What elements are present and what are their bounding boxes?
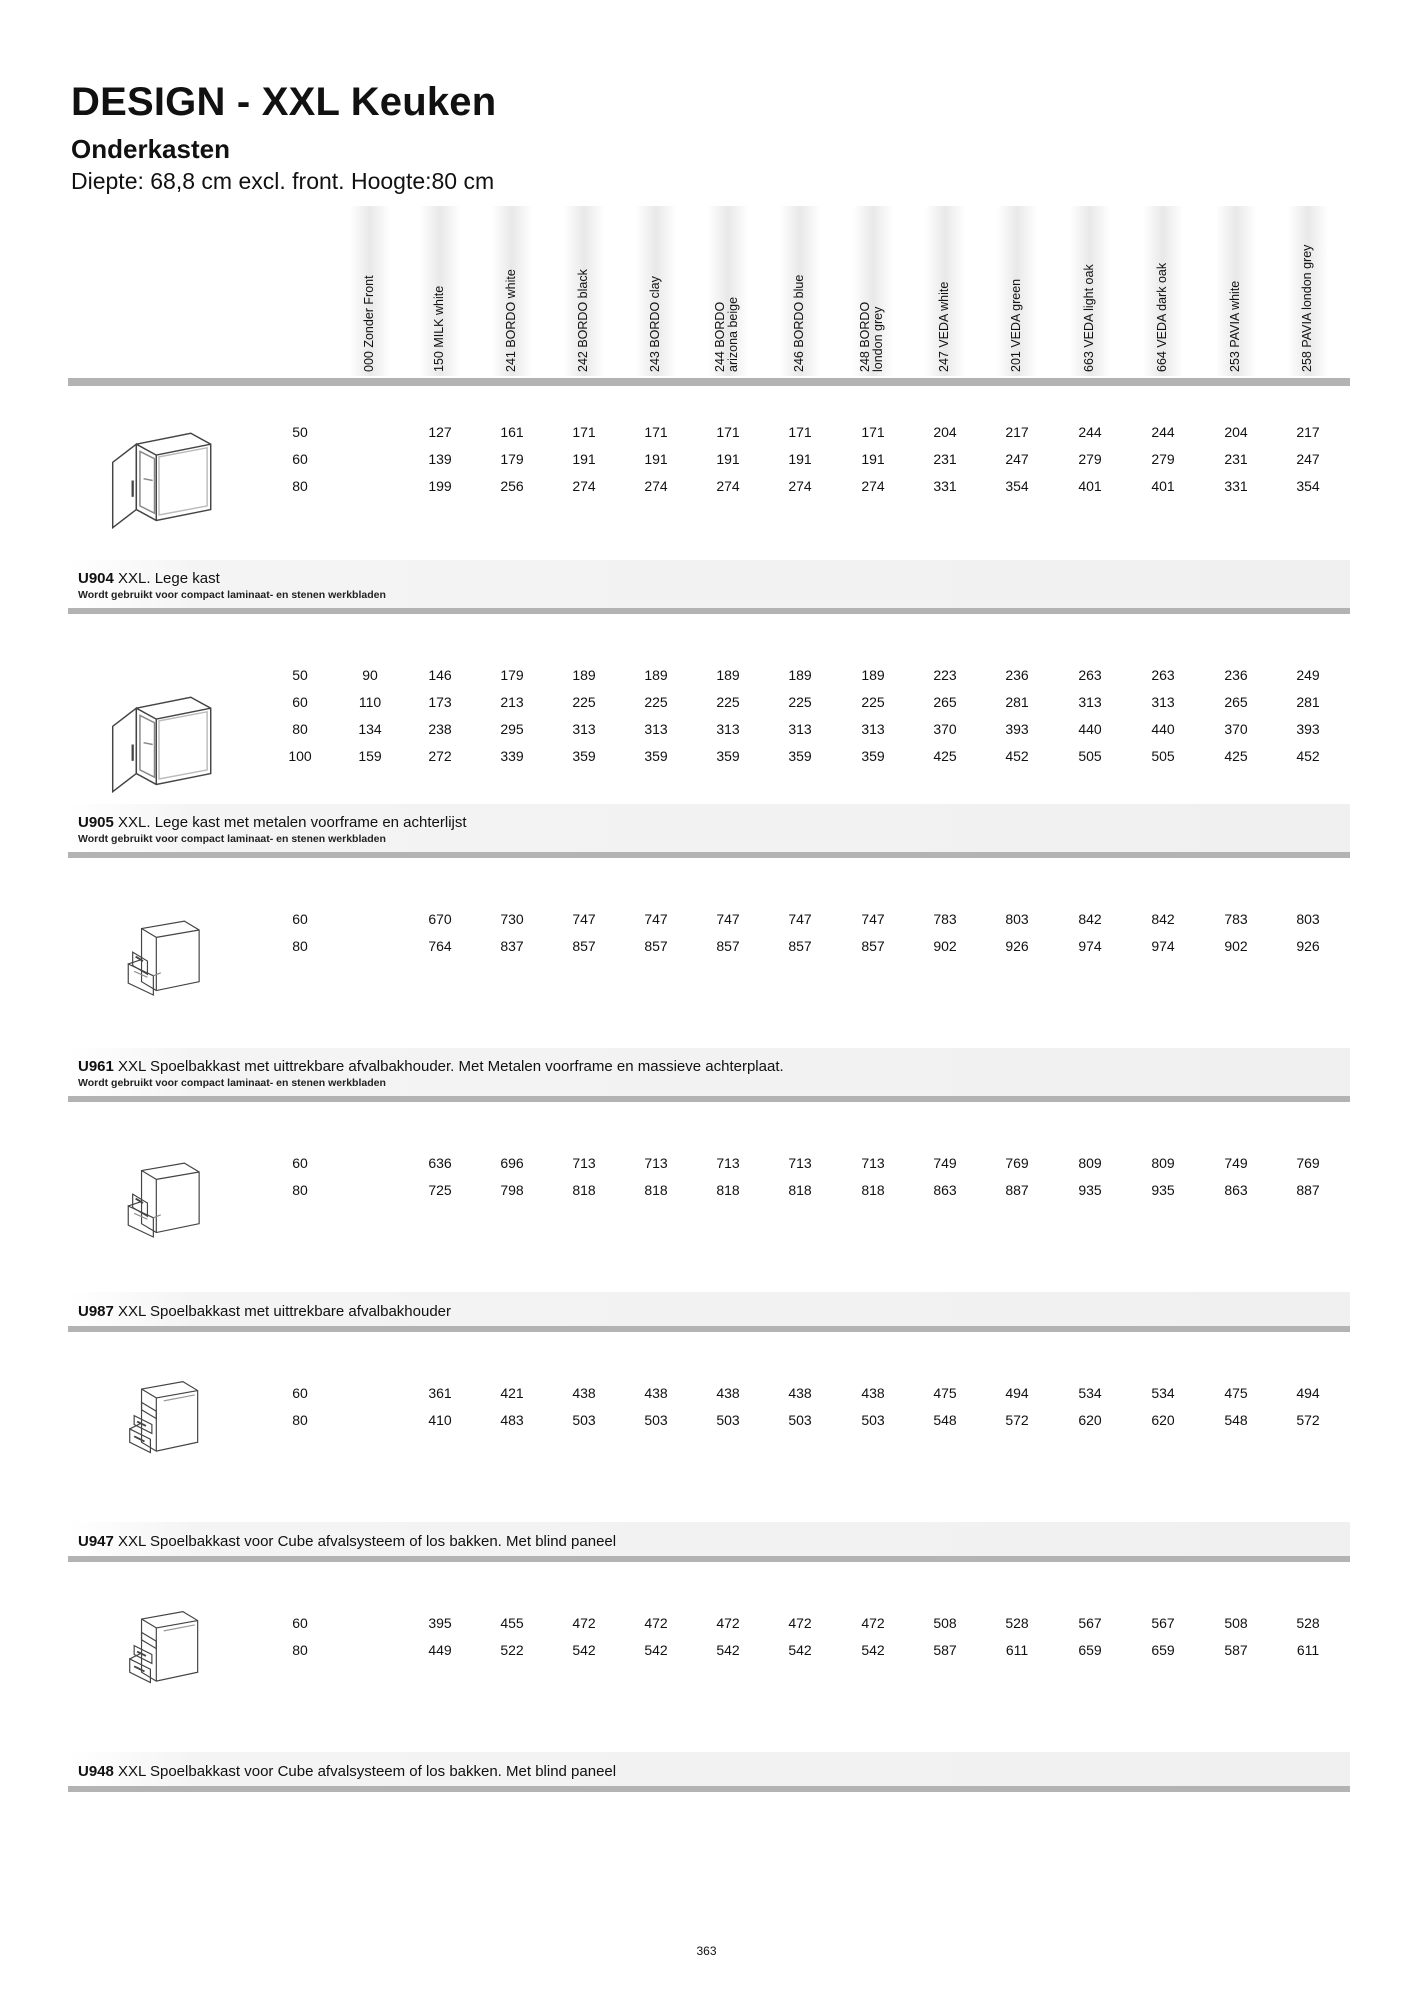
column-header bbox=[492, 206, 532, 376]
column-header-label: 000 Zonder Front bbox=[362, 275, 376, 372]
price-cell: 440 bbox=[1151, 721, 1175, 737]
section-divider bbox=[68, 852, 1350, 858]
price-cell: 935 bbox=[1151, 1182, 1175, 1198]
price-cell: 472 bbox=[861, 1615, 885, 1631]
price-cell: 171 bbox=[861, 424, 885, 440]
price-cell: 313 bbox=[716, 721, 740, 737]
price-cell: 528 bbox=[1296, 1615, 1320, 1631]
open-cabinet-icon bbox=[100, 426, 218, 535]
price-cell: 494 bbox=[1296, 1385, 1320, 1401]
price-cell: 274 bbox=[788, 478, 812, 494]
price-cell: 611 bbox=[1296, 1642, 1320, 1658]
column-header-label: 248 BORDO london grey bbox=[858, 301, 885, 372]
price-cell: 263 bbox=[1151, 667, 1175, 683]
price-cell: 217 bbox=[1296, 424, 1320, 440]
section-divider bbox=[68, 1556, 1350, 1562]
column-header bbox=[925, 206, 965, 376]
three-drawer-cabinet-icon bbox=[112, 1380, 208, 1469]
price-cell: 475 bbox=[933, 1385, 957, 1401]
price-cell: 659 bbox=[1151, 1642, 1175, 1658]
price-cell: 508 bbox=[1224, 1615, 1248, 1631]
price-cell: 455 bbox=[500, 1615, 524, 1631]
product-code: U961 bbox=[78, 1058, 114, 1075]
price-cell: 395 bbox=[428, 1615, 452, 1631]
price-cell: 842 bbox=[1078, 911, 1102, 927]
cabinet-width: 50 bbox=[292, 424, 308, 440]
price-cell: 274 bbox=[572, 478, 596, 494]
price-cell: 313 bbox=[861, 721, 885, 737]
price-cell: 747 bbox=[572, 911, 596, 927]
price-cell: 818 bbox=[788, 1182, 812, 1198]
price-cell: 572 bbox=[1296, 1412, 1320, 1428]
drawer-cabinet-icon bbox=[112, 918, 208, 1007]
price-cell: 171 bbox=[788, 424, 812, 440]
price-cell: 696 bbox=[500, 1155, 524, 1171]
price-cell: 542 bbox=[716, 1642, 740, 1658]
price-cell: 818 bbox=[716, 1182, 740, 1198]
price-cell: 438 bbox=[716, 1385, 740, 1401]
price-cell: 313 bbox=[644, 721, 668, 737]
cabinet-width: 80 bbox=[292, 1182, 308, 1198]
price-cell: 189 bbox=[788, 667, 812, 683]
price-cell: 620 bbox=[1078, 1412, 1102, 1428]
price-cell: 171 bbox=[572, 424, 596, 440]
price-cell: 863 bbox=[933, 1182, 957, 1198]
price-cell: 926 bbox=[1005, 938, 1029, 954]
price-cell: 534 bbox=[1078, 1385, 1102, 1401]
column-header bbox=[1070, 206, 1110, 376]
price-cell: 204 bbox=[933, 424, 957, 440]
price-cell: 256 bbox=[500, 478, 524, 494]
price-cell: 747 bbox=[861, 911, 885, 927]
price-cell: 449 bbox=[428, 1642, 452, 1658]
price-cell: 857 bbox=[716, 938, 740, 954]
column-header bbox=[350, 206, 390, 376]
column-header bbox=[1288, 206, 1328, 376]
price-cell: 425 bbox=[933, 748, 957, 764]
price-cell: 189 bbox=[716, 667, 740, 683]
dimension-spec: Diepte: 68,8 cm excl. front. Hoogte:80 cm bbox=[71, 168, 495, 194]
price-cell: 818 bbox=[572, 1182, 596, 1198]
price-cell: 534 bbox=[1151, 1385, 1175, 1401]
product-code: U947 bbox=[78, 1533, 114, 1550]
product-name: XXL. Lege kast bbox=[118, 570, 220, 587]
price-cell: 542 bbox=[861, 1642, 885, 1658]
price-cell: 127 bbox=[428, 424, 452, 440]
column-header bbox=[420, 206, 460, 376]
price-cell: 494 bbox=[1005, 1385, 1029, 1401]
price-cell: 359 bbox=[716, 748, 740, 764]
price-cell: 281 bbox=[1005, 694, 1029, 710]
price-cell: 818 bbox=[644, 1182, 668, 1198]
price-cell: 764 bbox=[428, 938, 452, 954]
price-cell: 370 bbox=[1224, 721, 1248, 737]
cabinet-width: 80 bbox=[292, 721, 308, 737]
price-cell: 935 bbox=[1078, 1182, 1102, 1198]
drawer-cabinet-icon bbox=[112, 1160, 208, 1249]
column-header bbox=[997, 206, 1037, 376]
price-cell: 191 bbox=[644, 451, 668, 467]
price-cell: 179 bbox=[500, 451, 524, 467]
price-cell: 247 bbox=[1005, 451, 1029, 467]
price-cell: 452 bbox=[1296, 748, 1320, 764]
column-header-label: 150 MILK white bbox=[432, 285, 446, 372]
column-header-label: 242 BORDO black bbox=[576, 269, 590, 372]
price-cell: 438 bbox=[788, 1385, 812, 1401]
price-cell: 974 bbox=[1078, 938, 1102, 954]
price-cell: 213 bbox=[500, 694, 524, 710]
section-divider bbox=[68, 1786, 1350, 1792]
price-cell: 238 bbox=[428, 721, 452, 737]
price-cell: 857 bbox=[644, 938, 668, 954]
column-header bbox=[853, 206, 893, 376]
price-cell: 887 bbox=[1296, 1182, 1320, 1198]
cabinet-width: 60 bbox=[292, 1385, 308, 1401]
price-cell: 425 bbox=[1224, 748, 1248, 764]
product-code: U904 bbox=[78, 570, 114, 587]
price-cell: 236 bbox=[1005, 667, 1029, 683]
price-cell: 713 bbox=[716, 1155, 740, 1171]
price-cell: 503 bbox=[788, 1412, 812, 1428]
column-header bbox=[564, 206, 604, 376]
price-cell: 244 bbox=[1078, 424, 1102, 440]
cabinet-width: 80 bbox=[292, 478, 308, 494]
price-cell: 659 bbox=[1078, 1642, 1102, 1658]
price-cell: 191 bbox=[788, 451, 812, 467]
price-cell: 146 bbox=[428, 667, 452, 683]
price-cell: 837 bbox=[500, 938, 524, 954]
price-cell: 503 bbox=[861, 1412, 885, 1428]
column-header-label: 201 VEDA green bbox=[1009, 278, 1023, 372]
price-cell: 401 bbox=[1151, 478, 1175, 494]
price-cell: 204 bbox=[1224, 424, 1248, 440]
column-header-label: 241 BORDO white bbox=[504, 269, 518, 372]
price-cell: 191 bbox=[716, 451, 740, 467]
price-cell: 542 bbox=[572, 1642, 596, 1658]
price-cell: 247 bbox=[1296, 451, 1320, 467]
price-cell: 339 bbox=[500, 748, 524, 764]
cabinet-width: 80 bbox=[292, 1642, 308, 1658]
cabinet-width: 50 bbox=[292, 667, 308, 683]
column-header bbox=[1143, 206, 1183, 376]
price-cell: 747 bbox=[644, 911, 668, 927]
price-cell: 272 bbox=[428, 748, 452, 764]
price-cell: 803 bbox=[1296, 911, 1320, 927]
column-header-label: 243 BORDO clay bbox=[648, 276, 662, 372]
price-cell: 134 bbox=[358, 721, 382, 737]
price-cell: 749 bbox=[1224, 1155, 1248, 1171]
price-cell: 483 bbox=[500, 1412, 524, 1428]
price-cell: 370 bbox=[933, 721, 957, 737]
price-cell: 452 bbox=[1005, 748, 1029, 764]
cabinet-width: 80 bbox=[292, 1412, 308, 1428]
page-title: DESIGN - XXL Keuken bbox=[71, 80, 497, 124]
price-cell: 359 bbox=[644, 748, 668, 764]
price-cell: 313 bbox=[1151, 694, 1175, 710]
section-title bbox=[78, 1303, 451, 1320]
price-cell: 438 bbox=[572, 1385, 596, 1401]
section-divider bbox=[68, 1096, 1350, 1102]
price-cell: 279 bbox=[1078, 451, 1102, 467]
price-cell: 902 bbox=[1224, 938, 1248, 954]
column-header-label: 258 PAVIA london grey bbox=[1300, 244, 1314, 372]
price-cell: 503 bbox=[572, 1412, 596, 1428]
price-cell: 887 bbox=[1005, 1182, 1029, 1198]
price-cell: 620 bbox=[1151, 1412, 1175, 1428]
product-name: XXL Spoelbakkast met uittrekbare afvalbakhouder. Met Metalen voorframe en massieve achterplaat. bbox=[118, 1058, 784, 1075]
price-cell: 863 bbox=[1224, 1182, 1248, 1198]
price-cell: 90 bbox=[362, 667, 378, 683]
price-cell: 236 bbox=[1224, 667, 1248, 683]
price-cell: 769 bbox=[1005, 1155, 1029, 1171]
price-cell: 225 bbox=[644, 694, 668, 710]
price-cell: 587 bbox=[933, 1642, 957, 1658]
price-cell: 809 bbox=[1151, 1155, 1175, 1171]
price-cell: 393 bbox=[1296, 721, 1320, 737]
price-cell: 223 bbox=[933, 667, 957, 683]
price-cell: 587 bbox=[1224, 1642, 1248, 1658]
cabinet-width: 60 bbox=[292, 911, 308, 927]
price-cell: 281 bbox=[1296, 694, 1320, 710]
price-cell: 528 bbox=[1005, 1615, 1029, 1631]
price-cell: 354 bbox=[1005, 478, 1029, 494]
price-cell: 508 bbox=[933, 1615, 957, 1631]
price-cell: 522 bbox=[500, 1642, 524, 1658]
section-title bbox=[78, 1533, 616, 1550]
section-title bbox=[78, 1058, 784, 1075]
product-name: XXL Spoelbakkast voor Cube afvalsysteem of los bakken. Met blind paneel bbox=[118, 1763, 617, 1780]
price-cell: 472 bbox=[572, 1615, 596, 1631]
price-cell: 189 bbox=[572, 667, 596, 683]
product-code: U905 bbox=[78, 814, 114, 831]
price-cell: 274 bbox=[644, 478, 668, 494]
price-cell: 713 bbox=[788, 1155, 812, 1171]
price-cell: 438 bbox=[644, 1385, 668, 1401]
price-cell: 974 bbox=[1151, 938, 1175, 954]
price-cell: 440 bbox=[1078, 721, 1102, 737]
product-name: XXL Spoelbakkast voor Cube afvalsysteem of los bakken. Met blind paneel bbox=[118, 1533, 617, 1550]
price-cell: 857 bbox=[861, 938, 885, 954]
price-cell: 410 bbox=[428, 1412, 452, 1428]
header-divider bbox=[68, 378, 1350, 386]
price-cell: 503 bbox=[644, 1412, 668, 1428]
price-cell: 173 bbox=[428, 694, 452, 710]
column-header-label: 247 VEDA white bbox=[937, 281, 951, 372]
section-title bbox=[78, 570, 220, 587]
column-header bbox=[708, 206, 748, 376]
price-cell: 542 bbox=[788, 1642, 812, 1658]
price-cell: 295 bbox=[500, 721, 524, 737]
price-cell: 611 bbox=[1005, 1642, 1029, 1658]
price-cell: 189 bbox=[644, 667, 668, 683]
price-cell: 313 bbox=[1078, 694, 1102, 710]
price-cell: 783 bbox=[933, 911, 957, 927]
product-name: XXL. Lege kast met metalen voorframe en achterlijst bbox=[118, 814, 467, 831]
price-cell: 567 bbox=[1151, 1615, 1175, 1631]
column-header-label: 663 VEDA light oak bbox=[1082, 264, 1096, 372]
column-header-label: 246 BORDO blue bbox=[792, 274, 806, 372]
product-name: XXL Spoelbakkast met uittrekbare afvalbakhouder bbox=[118, 1303, 452, 1320]
price-cell: 842 bbox=[1151, 911, 1175, 927]
price-cell: 803 bbox=[1005, 911, 1029, 927]
price-cell: 503 bbox=[716, 1412, 740, 1428]
price-cell: 713 bbox=[644, 1155, 668, 1171]
price-cell: 313 bbox=[788, 721, 812, 737]
page-number: 363 bbox=[696, 1944, 717, 1958]
price-cell: 749 bbox=[933, 1155, 957, 1171]
price-cell: 857 bbox=[788, 938, 812, 954]
cabinet-width: 80 bbox=[292, 938, 308, 954]
price-cell: 572 bbox=[1005, 1412, 1029, 1428]
price-cell: 331 bbox=[933, 478, 957, 494]
page-subtitle: Onderkasten bbox=[71, 134, 230, 164]
price-cell: 189 bbox=[861, 667, 885, 683]
product-code: U987 bbox=[78, 1303, 114, 1320]
price-cell: 159 bbox=[358, 748, 382, 764]
price-cell: 225 bbox=[788, 694, 812, 710]
price-cell: 926 bbox=[1296, 938, 1320, 954]
price-cell: 274 bbox=[861, 478, 885, 494]
price-cell: 713 bbox=[861, 1155, 885, 1171]
section-title bbox=[78, 1763, 616, 1780]
price-cell: 139 bbox=[428, 451, 452, 467]
price-cell: 179 bbox=[500, 667, 524, 683]
column-header bbox=[780, 206, 820, 376]
column-header bbox=[1216, 206, 1256, 376]
price-cell: 191 bbox=[572, 451, 596, 467]
price-cell: 505 bbox=[1078, 748, 1102, 764]
cabinet-width: 60 bbox=[292, 694, 308, 710]
price-cell: 713 bbox=[572, 1155, 596, 1171]
price-cell: 818 bbox=[861, 1182, 885, 1198]
price-cell: 548 bbox=[1224, 1412, 1248, 1428]
price-cell: 548 bbox=[933, 1412, 957, 1428]
price-cell: 225 bbox=[716, 694, 740, 710]
price-cell: 279 bbox=[1151, 451, 1175, 467]
section-note: Wordt gebruikt voor compact laminaat- en stenen werkbladen bbox=[78, 833, 386, 845]
price-cell: 393 bbox=[1005, 721, 1029, 737]
section-divider bbox=[68, 608, 1350, 614]
price-cell: 199 bbox=[428, 478, 452, 494]
price-cell: 359 bbox=[861, 748, 885, 764]
price-cell: 472 bbox=[716, 1615, 740, 1631]
price-cell: 769 bbox=[1296, 1155, 1320, 1171]
price-cell: 783 bbox=[1224, 911, 1248, 927]
price-cell: 902 bbox=[933, 938, 957, 954]
price-cell: 161 bbox=[500, 424, 524, 440]
price-cell: 636 bbox=[428, 1155, 452, 1171]
price-cell: 747 bbox=[716, 911, 740, 927]
price-cell: 265 bbox=[1224, 694, 1248, 710]
price-cell: 857 bbox=[572, 938, 596, 954]
price-cell: 354 bbox=[1296, 478, 1320, 494]
section-divider bbox=[68, 1326, 1350, 1332]
price-cell: 191 bbox=[861, 451, 885, 467]
column-header bbox=[636, 206, 676, 376]
price-cell: 249 bbox=[1296, 667, 1320, 683]
price-cell: 730 bbox=[500, 911, 524, 927]
price-cell: 265 bbox=[933, 694, 957, 710]
price-cell: 263 bbox=[1078, 667, 1102, 683]
price-cell: 542 bbox=[644, 1642, 668, 1658]
price-cell: 359 bbox=[788, 748, 812, 764]
price-cell: 798 bbox=[500, 1182, 524, 1198]
price-cell: 274 bbox=[716, 478, 740, 494]
price-cell: 475 bbox=[1224, 1385, 1248, 1401]
product-code: U948 bbox=[78, 1763, 114, 1780]
open-cabinet-icon bbox=[100, 690, 218, 799]
price-cell: 313 bbox=[572, 721, 596, 737]
price-cell: 225 bbox=[572, 694, 596, 710]
price-cell: 225 bbox=[861, 694, 885, 710]
cabinet-width: 60 bbox=[292, 1615, 308, 1631]
price-cell: 110 bbox=[358, 694, 382, 710]
three-drawer-cabinet-icon bbox=[112, 1610, 208, 1699]
price-cell: 231 bbox=[933, 451, 957, 467]
column-header-label: 244 BORDO arizona beige bbox=[713, 296, 740, 372]
section-note: Wordt gebruikt voor compact laminaat- en stenen werkbladen bbox=[78, 589, 386, 601]
price-cell: 217 bbox=[1005, 424, 1029, 440]
cabinet-width: 60 bbox=[292, 451, 308, 467]
price-cell: 171 bbox=[644, 424, 668, 440]
cabinet-width: 100 bbox=[288, 748, 312, 764]
price-cell: 472 bbox=[644, 1615, 668, 1631]
price-cell: 809 bbox=[1078, 1155, 1102, 1171]
price-cell: 505 bbox=[1151, 748, 1175, 764]
column-header-label: 664 VEDA dark oak bbox=[1155, 262, 1169, 372]
price-cell: 359 bbox=[572, 748, 596, 764]
section-note: Wordt gebruikt voor compact laminaat- en stenen werkbladen bbox=[78, 1077, 386, 1089]
price-cell: 171 bbox=[716, 424, 740, 440]
price-cell: 231 bbox=[1224, 451, 1248, 467]
price-cell: 567 bbox=[1078, 1615, 1102, 1631]
price-cell: 747 bbox=[788, 911, 812, 927]
price-cell: 401 bbox=[1078, 478, 1102, 494]
price-cell: 331 bbox=[1224, 478, 1248, 494]
price-cell: 361 bbox=[428, 1385, 452, 1401]
price-cell: 472 bbox=[788, 1615, 812, 1631]
price-cell: 725 bbox=[428, 1182, 452, 1198]
price-cell: 421 bbox=[500, 1385, 524, 1401]
price-cell: 438 bbox=[861, 1385, 885, 1401]
column-header-label: 253 PAVIA white bbox=[1228, 280, 1242, 372]
price-cell: 670 bbox=[428, 911, 452, 927]
section-title bbox=[78, 814, 467, 831]
price-cell: 244 bbox=[1151, 424, 1175, 440]
cabinet-width: 60 bbox=[292, 1155, 308, 1171]
